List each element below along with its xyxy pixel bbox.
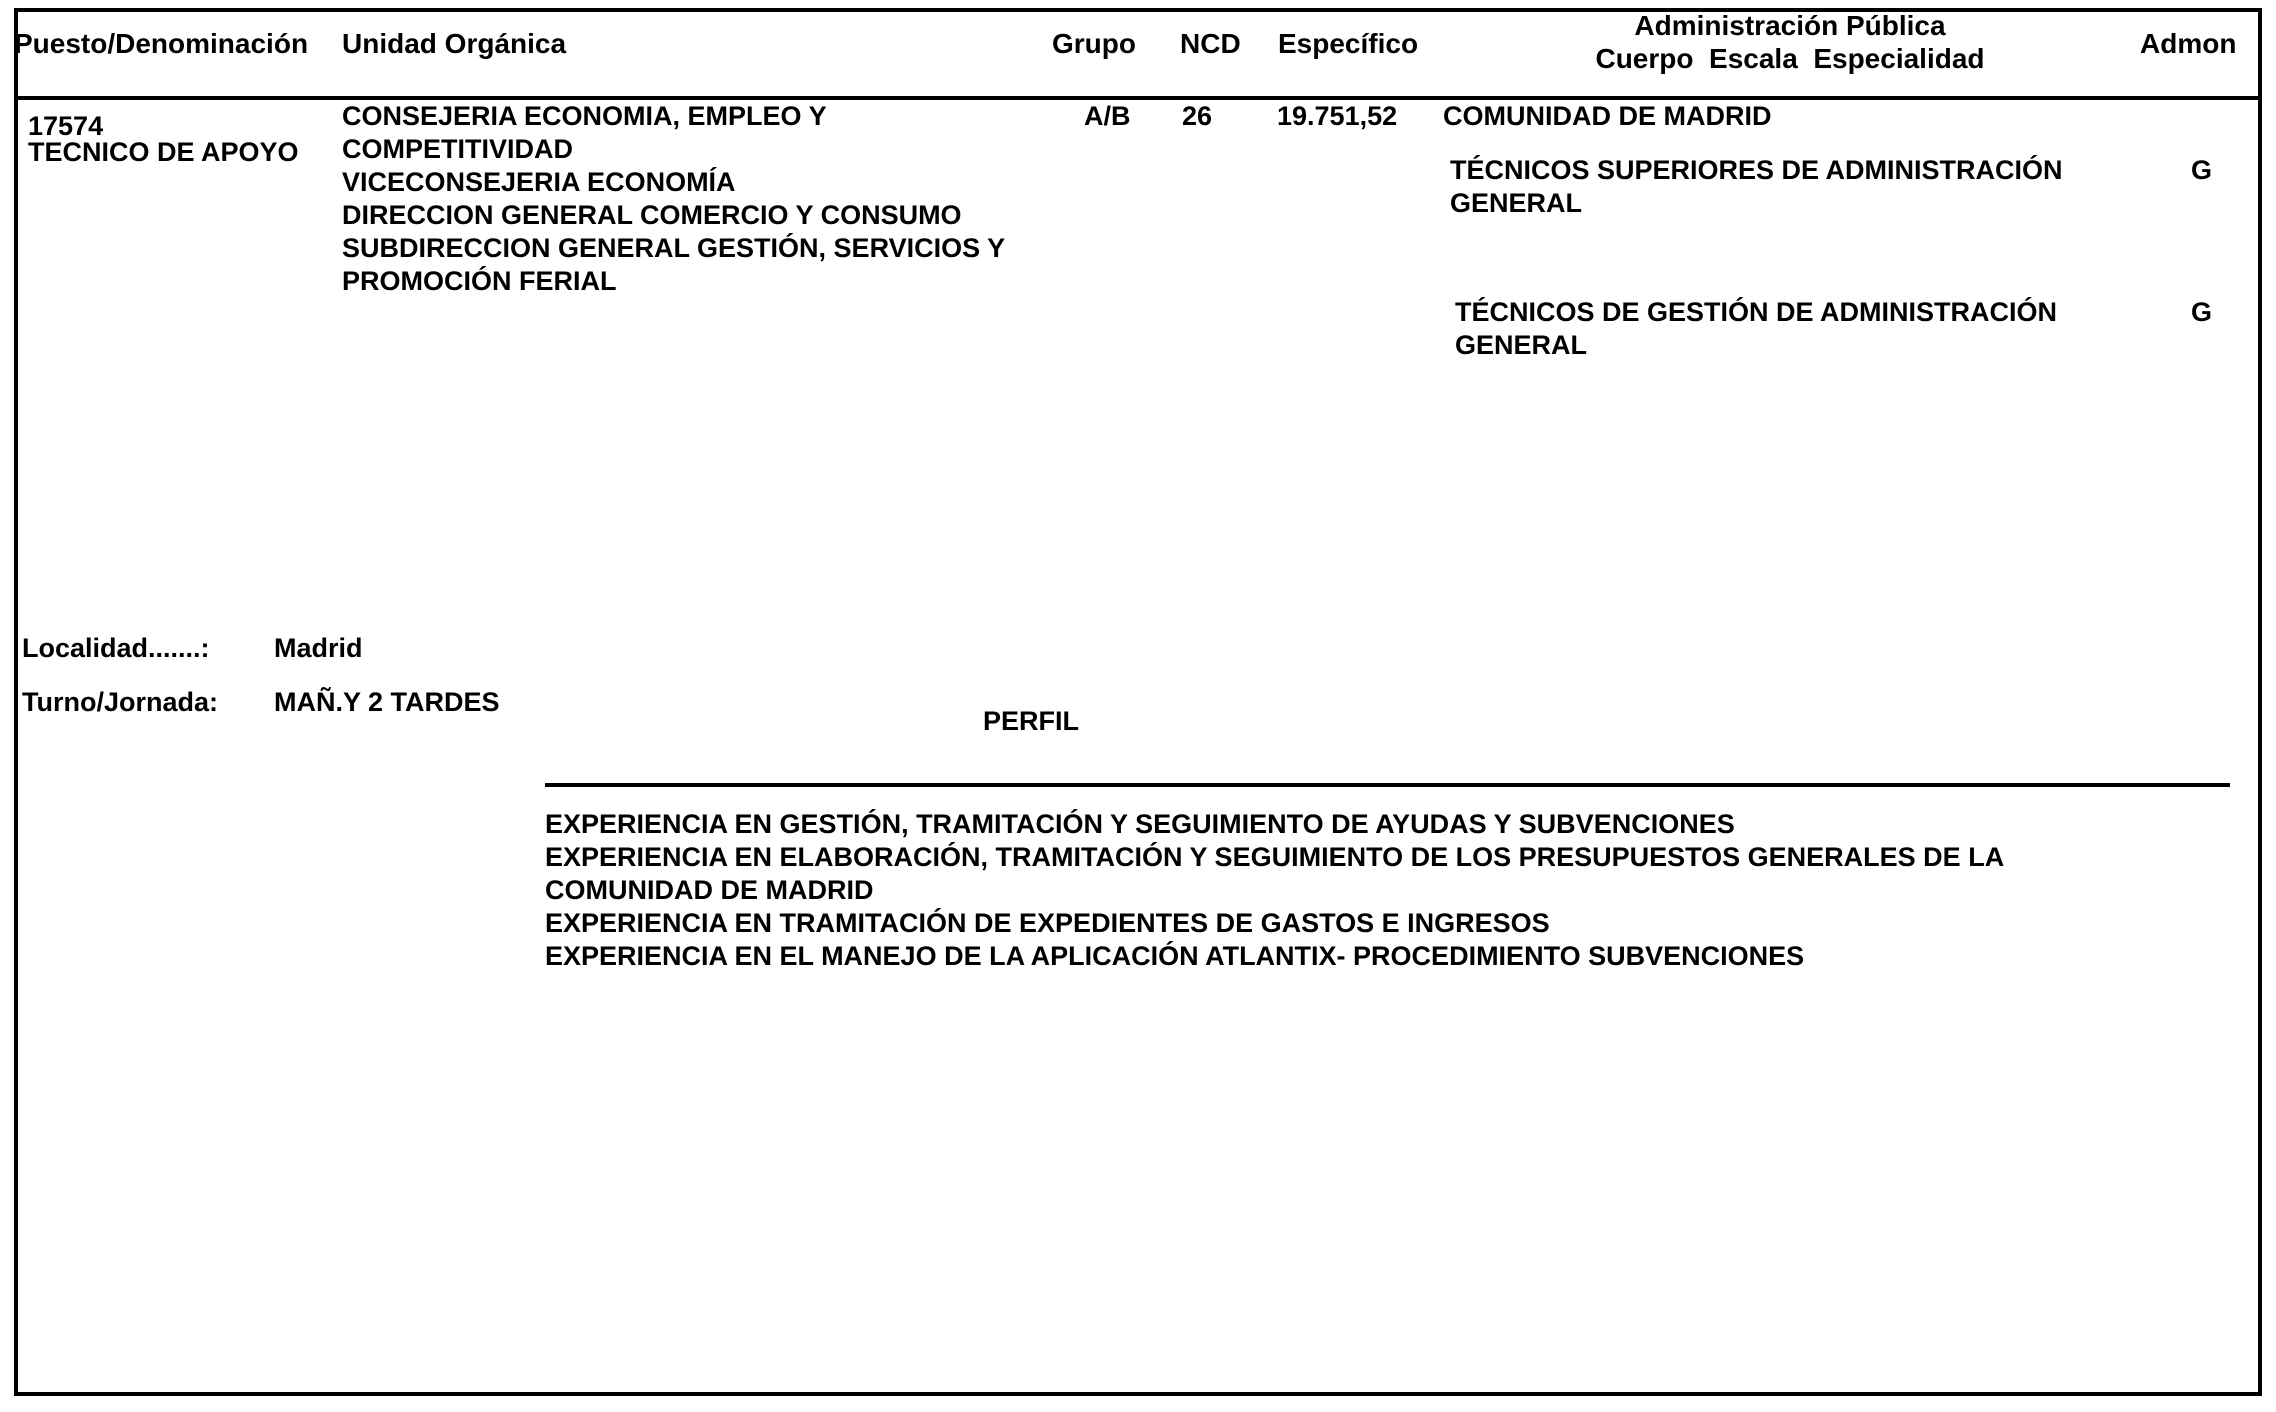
cuerpo-admon: G [2191,297,2213,327]
unidad-line: VICECONSEJERIA ECONOMÍA [342,167,736,197]
ncd-value: 26 [1182,101,1213,131]
unidad-line: PROMOCIÓN FERIAL [342,266,617,296]
cuerpo-line: GENERAL [1450,188,1583,218]
perfil-divider [545,783,2230,787]
header-puesto: Puesto/Denominación [14,28,309,59]
header-especifico: Específico [1278,28,1419,59]
perfil-line: COMUNIDAD DE MADRID [545,875,874,905]
unidad-line: DIRECCION GENERAL COMERCIO Y CONSUMO [342,200,962,230]
puesto-numero: 17574 [28,111,104,141]
cuerpo-entry [1450,154,2063,220]
header-cuerpo-escala: Cuerpo Escala Especialidad [1595,43,1985,74]
header-unidad: Unidad Orgánica [342,28,567,59]
localidad-value: Madrid [274,633,363,663]
header-administracion-publica: Administración Pública [1634,10,1946,41]
header-admon: Admon [2140,28,2237,59]
cuerpo-entry [1455,296,2057,362]
perfil-title: PERFIL [983,706,1080,736]
localidad-label: Localidad.......: [22,633,210,663]
header-ncd: NCD [1180,28,1241,59]
administracion-value: COMUNIDAD DE MADRID [1443,101,1772,131]
cuerpo-admon: G [2191,155,2213,185]
cuerpo-line: GENERAL [1455,330,1588,360]
perfil-line: EXPERIENCIA EN TRAMITACIÓN DE EXPEDIENTES DE GASTOS E INGRESOS [545,908,1550,938]
unidad-line: COMPETITIVIDAD [342,134,574,164]
especifico-value: 19.751,52 [1277,101,1398,131]
turno-value: MAÑ.Y 2 TARDES [274,687,500,717]
unidad-line: CONSEJERIA ECONOMIA, EMPLEO Y [342,101,827,131]
cuerpo-line: TÉCNICOS SUPERIORES DE ADMINISTRACIÓN [1450,155,2063,185]
unidad-line: SUBDIRECCION GENERAL GESTIÓN, SERVICIOS Y [342,233,1006,263]
perfil-list [545,808,2004,973]
cuerpo-line: TÉCNICOS DE GESTIÓN DE ADMINISTRACIÓN [1455,297,2058,327]
turno-label: Turno/Jornada: [22,687,219,717]
perfil-line: EXPERIENCIA EN ELABORACIÓN, TRAMITACIÓN Y SEGUIMIENTO DE LOS PRESUPUESTOS GENERALES DE LA [545,842,2005,872]
unidad-organica-block [342,100,1005,298]
perfil-line: EXPERIENCIA EN GESTIÓN, TRAMITACIÓN Y SEGUIMIENTO DE AYUDAS Y SUBVENCIONES [545,809,1735,839]
perfil-line: EXPERIENCIA EN EL MANEJO DE LA APLICACIÓN ATLANTIX- PROCEDIMIENTO SUBVENCIONES [545,941,1805,971]
grupo-value: A/B [1084,101,1131,131]
header-grupo: Grupo [1052,28,1136,59]
puesto-denominacion: TECNICO DE APOYO [28,137,299,167]
